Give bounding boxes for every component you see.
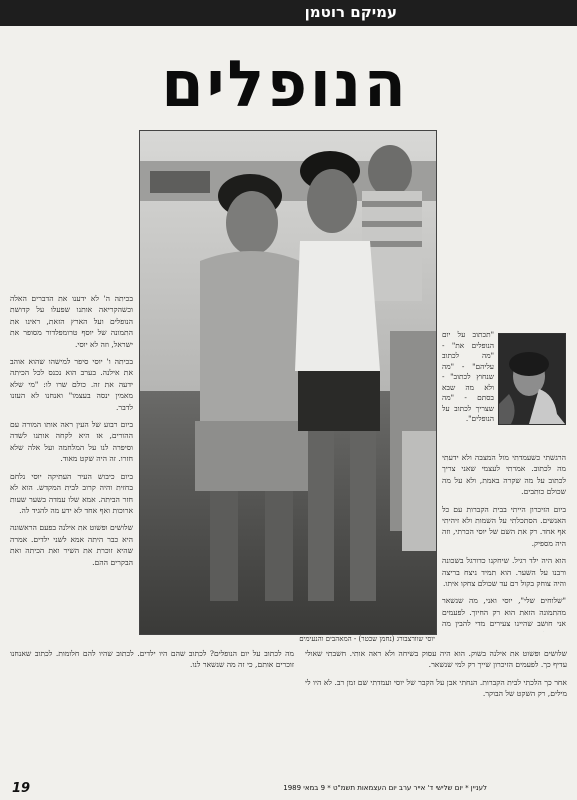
paragraph: מה לכתוב על יום הנופלים? לכתוב שהם היו ילדים. לכתוב שהיו להם חלומות. לכתוב שאנחנו זוכרים אותם, כי זה מה שנשאר לנו. [10,649,294,670]
article-column-right [442,452,566,632]
author-name: עמיקם רוטמן [304,3,397,21]
page-number: 19 [12,781,31,796]
article-column-left [10,293,133,631]
boys-photo-image [140,131,436,634]
portrait-image [499,334,565,424]
article-column-bottom-left [10,648,294,776]
page-footer [0,781,577,799]
article-column-bottom-right [305,648,567,776]
paragraph: ביום הזיכרון הייתי בבית הקברות עם כל האנשים. הסתכלתי על השמות ולא זיהיתי אף אחד. רק את השם של יוסי הכרתי, וזה היה מספיק. [442,504,566,548]
paragraph: בכיתה ה' לא ידענו את הדברים האלה וכשהקריאה אותנו שפעלו על קדושת הנופלים ועל הארץ הזאת, ראינו את התמונה של יוסף טרומפלדור מסופר את ישראל, וזה לא יוסי. [10,294,133,349]
paragraph: שלושים ופשוט את אילנה בפעם הראשונה היא כבר היתה אמא לשני ילדים. אמרה שהיא זוכרת את השיר ואת הכיתה ואת הבקרים ההם. [10,523,133,567]
photo-caption: יוסי שוורצבורג (נחמן שכטר) - המאהבים והנעימים [299,635,435,643]
sidebar-quote [442,330,494,448]
paragraph: "שלוחים שלי", יוסי ואני, מה שנשאר מהתמונה הזאת הוא רק החיוך. לפעמים אני חושב שהיינו צעירים מדי להבין מה [442,596,566,629]
paragraph: הוא היה ילד רגיל. שיחקנו כדורגל בשכונה ורבנו על השער. הוא תמיד ניצח בריצה והיה צוחק בקול רם עד שכולם צחקו איתו. [442,556,566,589]
article-title: הנופלים [161,48,409,122]
paragraph: אחר כך הלכתי לבית הקברות. הנחתי אבן על הקבר של יוסי ועמדתי שם זמן רב. לא היו לי מילים, רק השקט של הבוקר. [305,677,567,699]
paragraph: בכיתה ו' יוסי סיפר למישהו שהוא אוהב את אילנה. בערב הוא נכנס לכל הכיתה ידעה את זה. כולם שרו לו: "מי שלא מאמין ינסה בעצמו" ואנחנו לא העזנו לדבר. [10,357,133,412]
header-bar [0,0,577,26]
footer-line: לעניין * יום שלישי ד' אייר ערב יום העצמאות תשמ"ט * 9 במאי 1989 [283,784,487,792]
paragraph: הרגשתי כשעמדתי מול המצבה ולא ידעתי מה לכתוב. אמרתי לעצמי שאני צריך לכתוב על מה שקרה באמת, ולא על מה שכולם כותבים. [442,453,566,497]
author-thumbnail-photo [498,333,566,425]
paragraph: שלושים ופשוט את אילנה בשוק. הוא היה עסוק בשיחה ולא ראה אותי. חשבתי שאולי עדיף כך. לפעמים הזיכרון שייך רק למי שנשאר. [305,649,567,670]
quote-text: "תכתוב על יום הנופלים את" - "מה לכתוב עליהם" - "מה שנחוץ לכתוב" - ולא מה שבא בסתם - "מה שצריך לכתוב על הנופלים". [442,330,494,423]
main-photo [139,130,437,635]
paragraph: ביום כיבוש העיר העתיקה יוסי נלחם בחזית והיה קרוב לבית המקדש. הוא לא חזר הביתה. אמא שלו עמדה בשער שעות ארוכות ואף אחד לא ידע מה להגיד לה. [10,471,133,515]
paragraph: ביום רבוע של העין ראה אותו המורה עם ההורים, אז היא לקחה אותנו לשדה וסיפרה לנו על המלחמה ועל אלה שלא חזרו. זה היה שקט מאוד. [10,420,133,464]
